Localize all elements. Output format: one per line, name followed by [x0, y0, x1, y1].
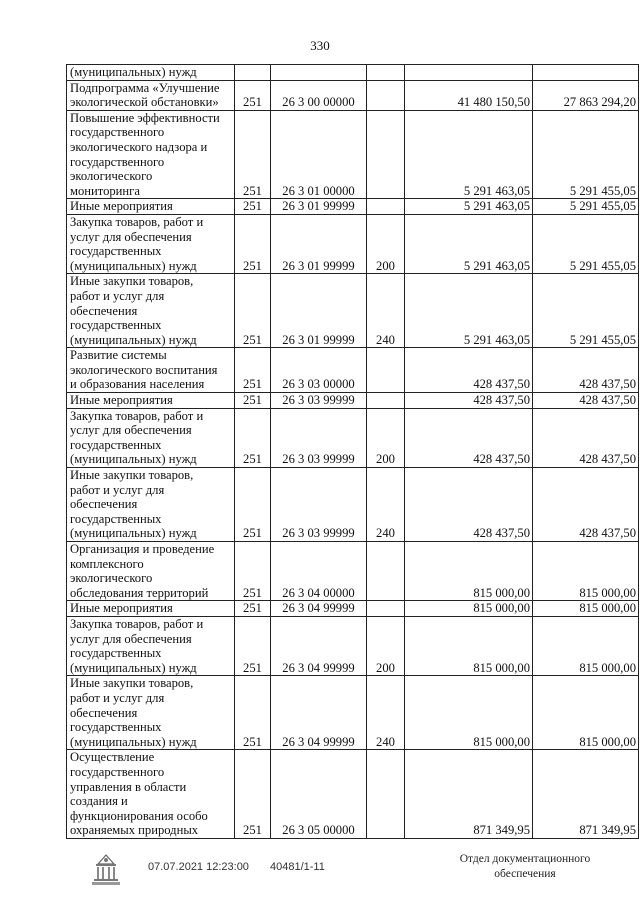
- cell-name: Закупка товаров, работ и услуг для обеспечения государственных (муниципальных) нужд: [67, 616, 235, 675]
- cell-ved: 251: [235, 214, 271, 273]
- cell-ved: [235, 65, 271, 81]
- cell-ved: 251: [235, 468, 271, 542]
- cell-sum-2: 5 291 455,05: [533, 199, 639, 215]
- cell-ved: 251: [235, 274, 271, 348]
- cell-name: Повышение эффективности государственного экологического надзора и государственного экологического мониторинга: [67, 110, 235, 199]
- table-row: [67, 214, 639, 273]
- cell-csr: 26 3 01 00000: [271, 110, 367, 199]
- department-stamp: Отдел документационного обеспечения: [459, 853, 591, 880]
- cell-vr: 240: [367, 274, 405, 348]
- stamp-code: 40481/1-11: [270, 861, 325, 873]
- cell-vr: 240: [367, 468, 405, 542]
- cell-csr: 26 3 04 99999: [271, 676, 367, 750]
- cell-name: Иные мероприятия: [67, 393, 235, 409]
- cell-csr: 26 3 00 00000: [271, 80, 367, 110]
- cell-name: Иные закупки товаров, работ и услуг для обеспечения государственных (муниципальных) нужд: [67, 676, 235, 750]
- table-body: [67, 65, 639, 839]
- cell-sum-1: 5 291 463,05: [405, 274, 533, 348]
- cell-name: Закупка товаров, работ и услуг для обеспечения государственных (муниципальных) нужд: [67, 408, 235, 467]
- table-row: [67, 393, 639, 409]
- table-row: [67, 348, 639, 393]
- cell-csr: 26 3 04 99999: [271, 601, 367, 617]
- cell-sum-1: 428 437,50: [405, 408, 533, 467]
- cell-sum-2: 428 437,50: [533, 408, 639, 467]
- cell-sum-1: 5 291 463,05: [405, 199, 533, 215]
- table-row: [67, 542, 639, 601]
- cell-sum-2: 27 863 294,20: [533, 80, 639, 110]
- cell-vr: [367, 110, 405, 199]
- cell-sum-2: 815 000,00: [533, 676, 639, 750]
- cell-name: Подпрограмма «Улучшение экологической обстановки»: [67, 80, 235, 110]
- cell-name: Иные закупки товаров, работ и услуг для обеспечения государственных (муниципальных) нужд: [67, 468, 235, 542]
- table-row: [67, 274, 639, 348]
- cell-name: Иные мероприятия: [67, 601, 235, 617]
- cell-name: Иные закупки товаров, работ и услуг для обеспечения государственных (муниципальных) нужд: [67, 274, 235, 348]
- cell-ved: 251: [235, 616, 271, 675]
- cell-name: (муниципальных) нужд: [67, 65, 235, 81]
- cell-vr: [367, 199, 405, 215]
- table-row: [67, 601, 639, 617]
- cell-ved: 251: [235, 750, 271, 839]
- cell-vr: [367, 80, 405, 110]
- cell-vr: 200: [367, 214, 405, 273]
- cell-csr: 26 3 01 99999: [271, 214, 367, 273]
- cell-sum-1: 428 437,50: [405, 468, 533, 542]
- cell-ved: 251: [235, 393, 271, 409]
- cell-sum-2: 815 000,00: [533, 616, 639, 675]
- cell-sum-2: 428 437,50: [533, 468, 639, 542]
- cell-vr: 240: [367, 676, 405, 750]
- cell-vr: [367, 348, 405, 393]
- cell-ved: 251: [235, 408, 271, 467]
- cell-vr: [367, 393, 405, 409]
- cell-sum-1: 428 437,50: [405, 348, 533, 393]
- cell-sum-2: 815 000,00: [533, 601, 639, 617]
- cell-csr: 26 3 04 00000: [271, 542, 367, 601]
- table-row: [67, 65, 639, 81]
- cell-sum-1: 428 437,50: [405, 393, 533, 409]
- cell-csr: 26 3 03 99999: [271, 408, 367, 467]
- cell-sum-2: 5 291 455,05: [533, 214, 639, 273]
- cell-sum-2: 428 437,50: [533, 348, 639, 393]
- page-number: 330: [310, 38, 330, 53]
- table-row: [67, 468, 639, 542]
- budget-table: [66, 64, 639, 839]
- cell-name: Закупка товаров, работ и услуг для обеспечения государственных (муниципальных) нужд: [67, 214, 235, 273]
- cell-vr: 200: [367, 616, 405, 675]
- cell-sum-2: [533, 65, 639, 81]
- table-row: [67, 199, 639, 215]
- cell-name: Осуществление государственного управления в области создания и функционирования особо охраняемых природных: [67, 750, 235, 839]
- table-row: [67, 80, 639, 110]
- footer: [0, 848, 640, 898]
- cell-ved: 251: [235, 601, 271, 617]
- table-row: [67, 750, 639, 839]
- cell-vr: 200: [367, 408, 405, 467]
- cell-sum-1: [405, 65, 533, 81]
- cell-sum-2: 5 291 455,05: [533, 274, 639, 348]
- cell-csr: 26 3 01 99999: [271, 274, 367, 348]
- cell-csr: 26 3 01 99999: [271, 199, 367, 215]
- cell-sum-1: 815 000,00: [405, 542, 533, 601]
- cell-sum-1: 5 291 463,05: [405, 110, 533, 199]
- cell-sum-1: 815 000,00: [405, 676, 533, 750]
- cell-csr: [271, 65, 367, 81]
- stamp-date: 07.07.2021 12:23:00: [148, 861, 249, 873]
- cell-sum-1: 815 000,00: [405, 616, 533, 675]
- table-row: [67, 616, 639, 675]
- cell-ved: 251: [235, 80, 271, 110]
- cell-csr: 26 3 03 99999: [271, 393, 367, 409]
- cell-csr: 26 3 03 00000: [271, 348, 367, 393]
- cell-vr: [367, 750, 405, 839]
- table-row: [67, 676, 639, 750]
- cell-csr: 26 3 05 00000: [271, 750, 367, 839]
- cell-name: Иные мероприятия: [67, 199, 235, 215]
- cell-vr: [367, 542, 405, 601]
- cell-name: Развитие системы экологического воспитания и образования населения: [67, 348, 235, 393]
- cell-vr: [367, 601, 405, 617]
- cell-sum-2: 815 000,00: [533, 542, 639, 601]
- cell-csr: 26 3 04 99999: [271, 616, 367, 675]
- cell-sum-1: 41 480 150,50: [405, 80, 533, 110]
- cell-sum-2: 428 437,50: [533, 393, 639, 409]
- cell-sum-2: 871 349,95: [533, 750, 639, 839]
- cell-sum-1: 871 349,95: [405, 750, 533, 839]
- table-row: [67, 408, 639, 467]
- duma-emblem-icon: [88, 852, 124, 888]
- cell-ved: 251: [235, 199, 271, 215]
- cell-ved: 251: [235, 110, 271, 199]
- cell-csr: 26 3 03 99999: [271, 468, 367, 542]
- cell-ved: 251: [235, 542, 271, 601]
- cell-name: Организация и проведение комплексного экологического обследования территорий: [67, 542, 235, 601]
- cell-ved: 251: [235, 676, 271, 750]
- cell-ved: 251: [235, 348, 271, 393]
- cell-sum-1: 815 000,00: [405, 601, 533, 617]
- cell-sum-2: 5 291 455,05: [533, 110, 639, 199]
- cell-vr: [367, 65, 405, 81]
- table-row: [67, 110, 639, 199]
- cell-sum-1: 5 291 463,05: [405, 214, 533, 273]
